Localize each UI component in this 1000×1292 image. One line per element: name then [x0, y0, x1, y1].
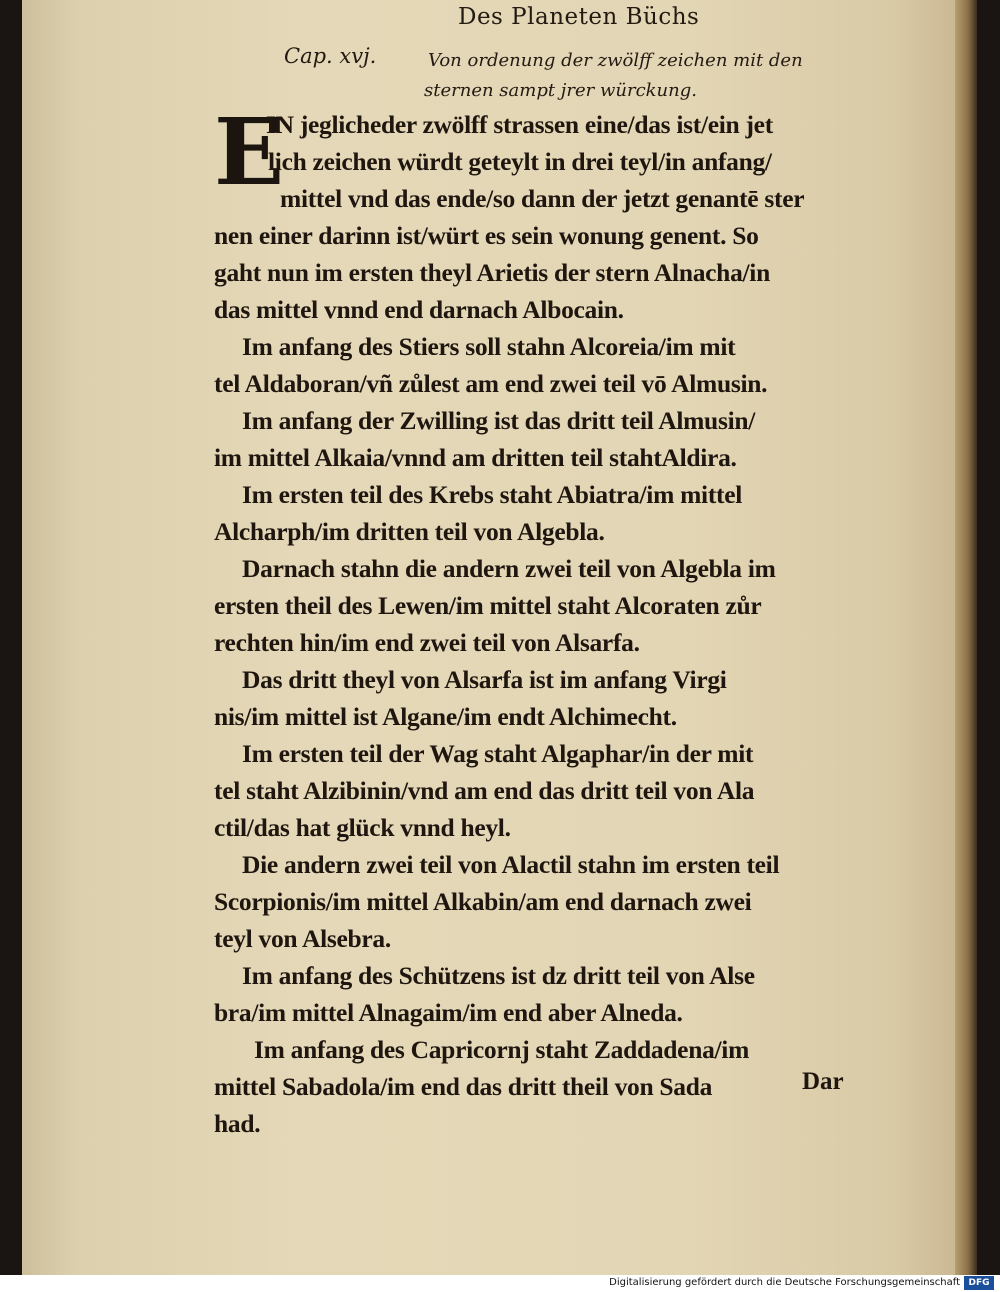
chapter-title-line: Von ordenung der zwölff zeichen mit den — [428, 50, 803, 71]
text-line: ersten theil des Lewen/im mittel staht Alcoraten zůr — [214, 591, 762, 620]
catchword: Dar — [802, 1068, 844, 1095]
text-line: Im anfang des Schützens ist dz dritt teil von Alse — [242, 961, 755, 990]
text-line: Alcharph/im dritten teil von Algebla. — [214, 517, 605, 546]
dfg-logo: DFG — [964, 1276, 994, 1290]
text-line: nis/im mittel ist Algane/im endt Alchimecht. — [214, 702, 677, 731]
text-line: rechten hin/im end zwei teil von Alsarfa. — [214, 628, 640, 657]
text-line: Scorpionis/im mittel Alkabin/am end darnach zwei — [214, 887, 752, 916]
text-line: teyl von Alsebra. — [214, 924, 391, 953]
text-line: tel Aldaboran/vñ zůlest am end zwei teil vō Almusin. — [214, 369, 768, 398]
drop-initial: E — [214, 98, 285, 206]
text-line: gaht nun im ersten theyl Arietis der stern Alnacha/in — [214, 258, 770, 287]
text-line: had. — [214, 1109, 261, 1138]
footer-credit: Digitalisierung gefördert durch die Deutsche Forschungsgemeinschaft — [609, 1277, 960, 1288]
text-line: nen einer darinn ist/würt es sein wonung genent. So — [214, 221, 759, 250]
text-line: mittel vnd das ende/so dann der jetzt genantē ster — [280, 184, 805, 213]
text-line: Im ersten teil des Krebs staht Abiatra/im mittel — [242, 480, 743, 509]
text-line: Im anfang der Zwilling ist das dritt teil Almusin/ — [242, 406, 756, 435]
running-head: Des Planeten Büchs — [458, 4, 700, 30]
chapter-title-line: sternen sampt jrer würckung. — [424, 80, 697, 101]
text-line: Im anfang des Stiers soll stahn Alcoreia/im mit — [242, 332, 736, 361]
text-line: lich zeichen würdt geteylt in drei teyl/in anfang/ — [268, 147, 772, 176]
text-line: Im ersten teil der Wag staht Algaphar/in der mit — [242, 739, 754, 768]
text-line: Darnach stahn die andern zwei teil von Algebla im — [242, 554, 776, 583]
text-line: Das dritt theyl von Alsarfa ist im anfang Virgi — [242, 665, 727, 694]
text-line: Die andern zwei teil von Alactil stahn im ersten teil — [242, 850, 780, 879]
chapter-label: Cap. xvj. — [284, 44, 377, 68]
text-line: bra/im mittel Alnagaim/im end aber Alneda. — [214, 998, 683, 1027]
chapter-title — [424, 46, 868, 106]
page-edge — [955, 0, 977, 1275]
text-line: das mittel vnnd end darnach Albocain. — [214, 295, 624, 324]
text-line: ctil/das hat glück vnnd heyl. — [214, 813, 511, 842]
text-line: tel staht Alzibinin/vnd am end das dritt teil von Ala — [214, 776, 755, 805]
text-line: IN jeglicheder zwölff strassen eine/das ist/ein jet — [266, 110, 773, 139]
text-line: Im anfang des Capricornj staht Zaddadena/im — [254, 1035, 750, 1064]
body-text — [214, 98, 940, 1142]
text-line: mittel Sabadola/im end das dritt theil von Sada — [214, 1072, 713, 1101]
text-line: im mittel Alkaia/vnnd am dritten teil stahtAldira. — [214, 443, 737, 472]
footer-bar — [0, 1275, 1000, 1292]
